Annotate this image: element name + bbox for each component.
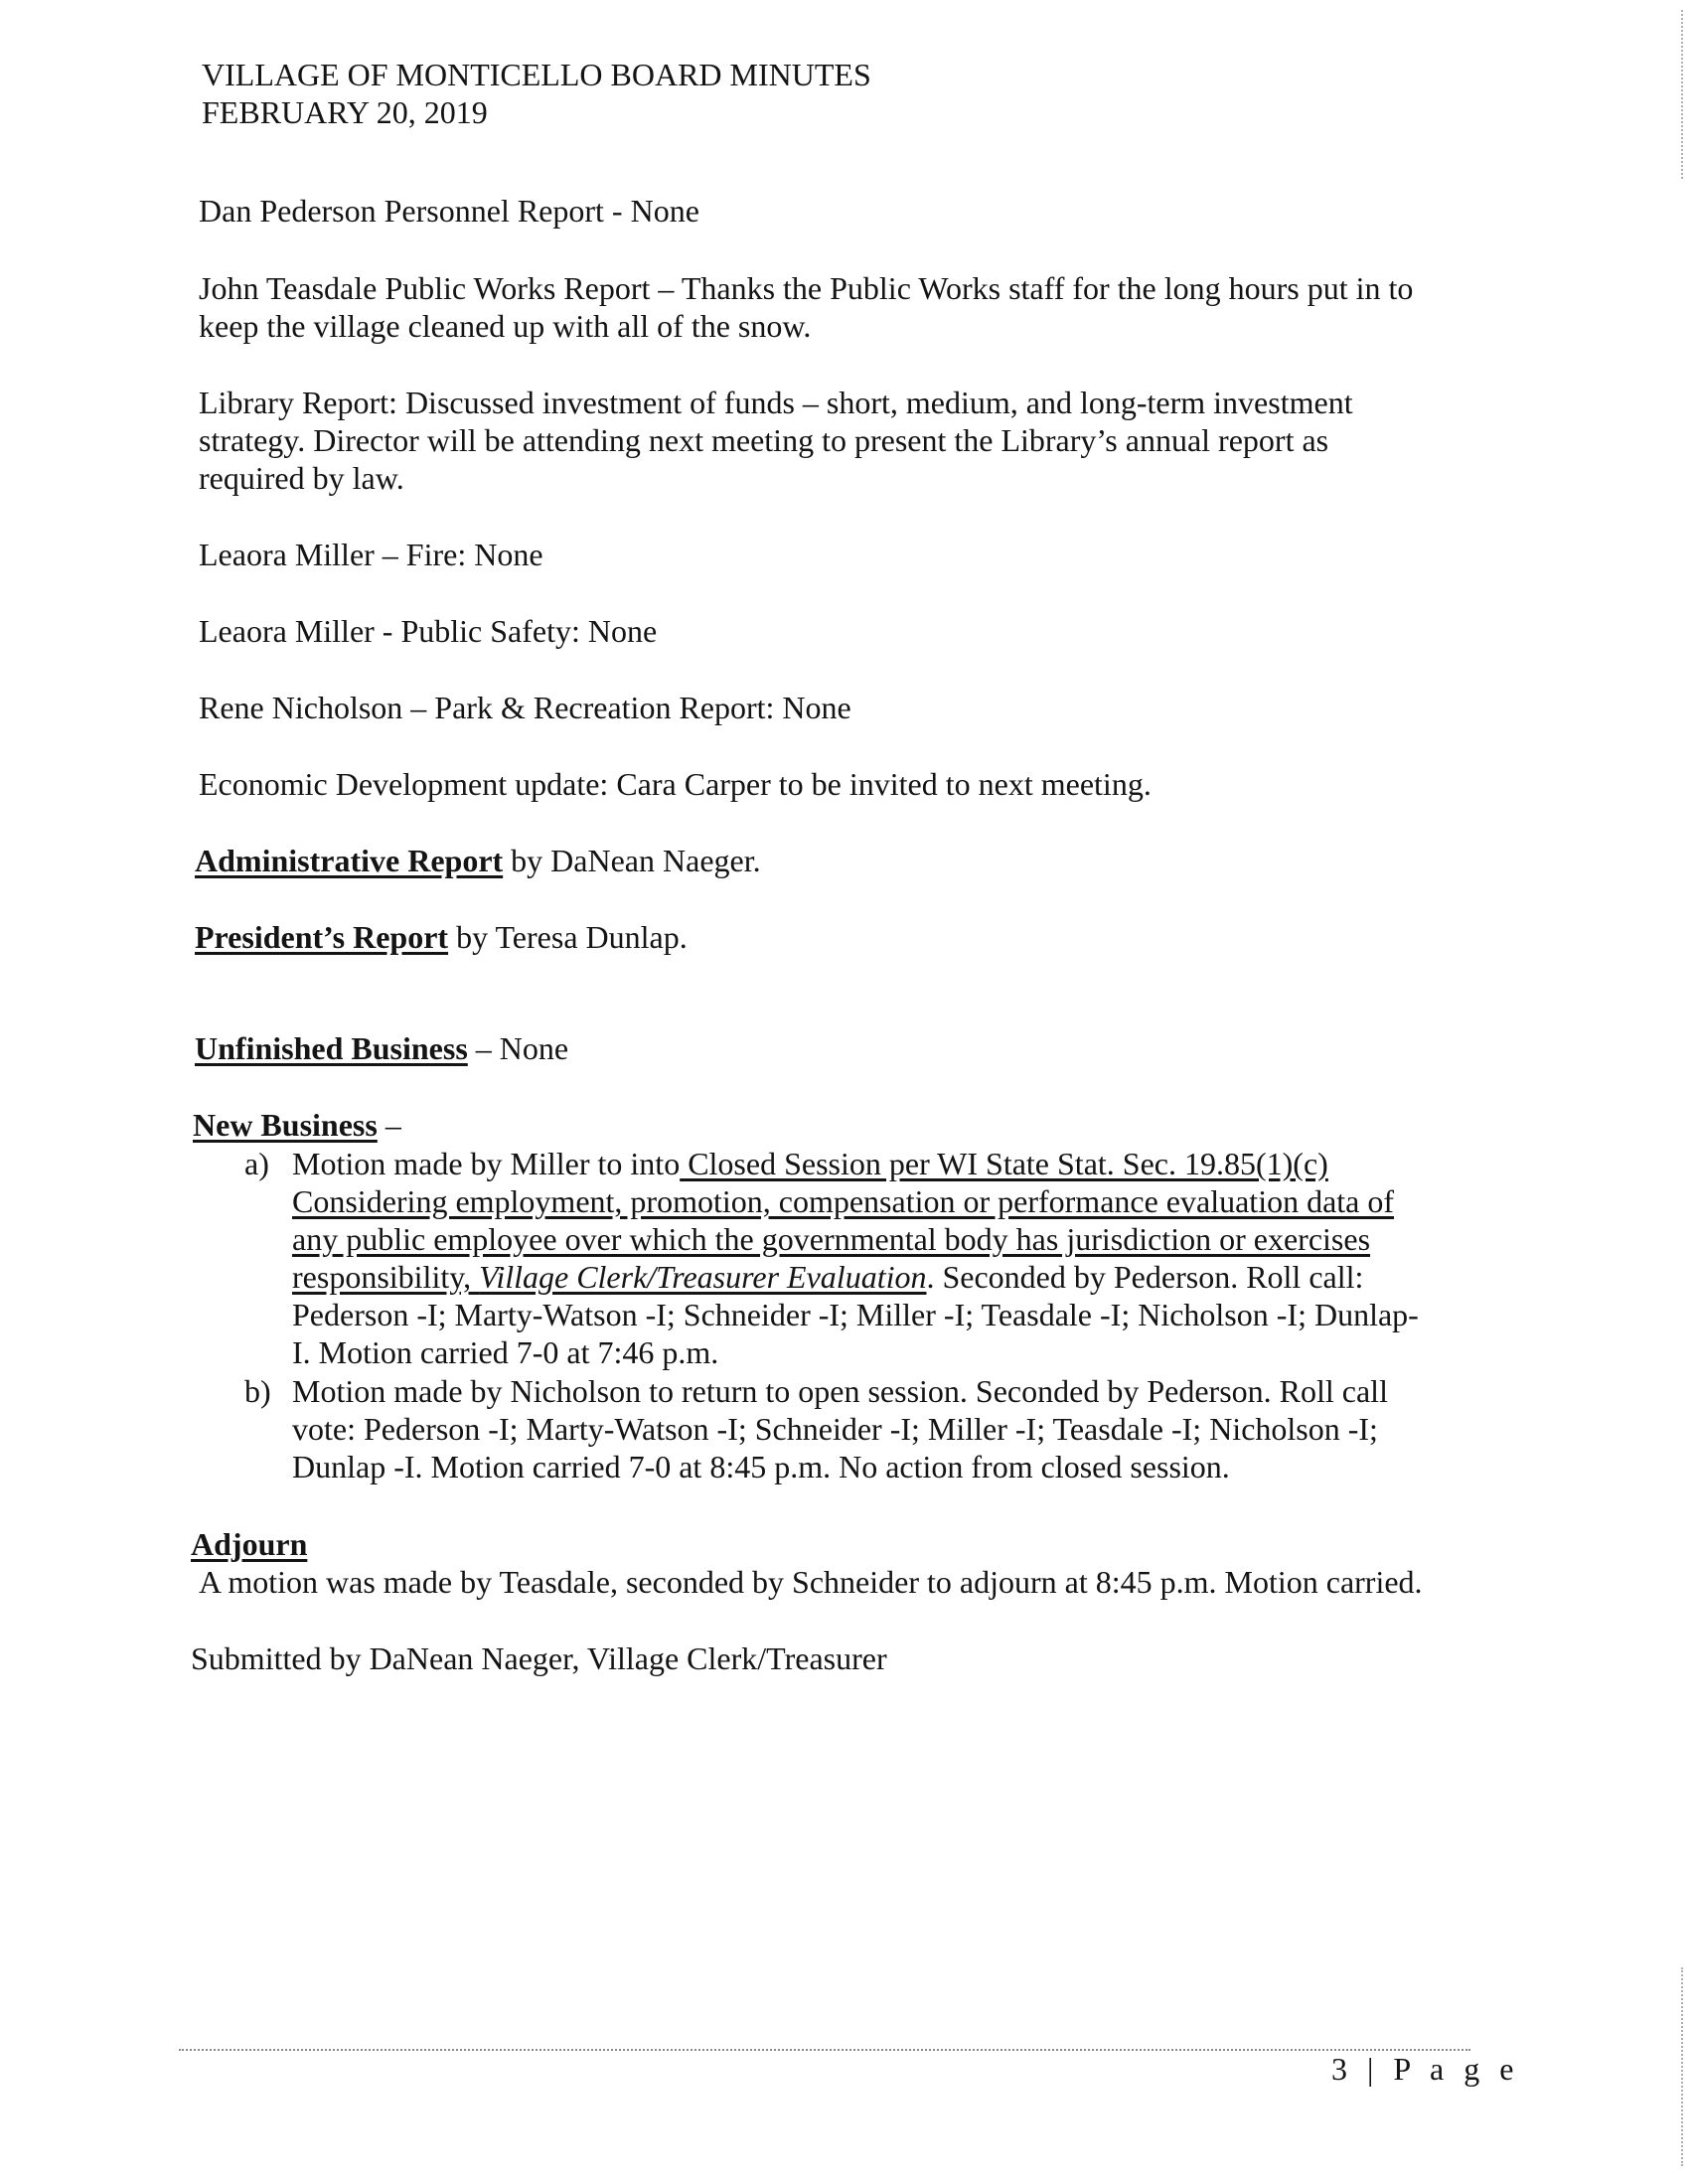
president-report-text: by Teresa Dunlap. [448,919,688,955]
library-report-line-1: Library Report: Discussed investment of funds – short, medium, and long-term investment [199,385,1353,420]
footer-rule [179,2049,1470,2051]
president-report [195,918,688,956]
new-business-heading: New Business [193,1107,378,1143]
park-recreation-report: Rene Nicholson – Park & Recreation Report: None [199,690,851,725]
new-business-item-b-line-2: vote: Pederson -I; Marty-Watson -I; Schneider -I; Miller -I; Teasdale -I; Nicholson -I; [292,1411,1378,1447]
new-business-item-b-line-1 [244,1372,1388,1410]
new-business-item-a-line-4 [292,1258,1363,1296]
library-report-line-3: required by law. [199,460,404,496]
public-safety-report: Leaora Miller - Public Safety: None [199,613,658,649]
president-report-heading: President’s Report [195,919,449,955]
new-business-item-b-line-3: Dunlap -I. Motion carried 7-0 at 8:45 p.m. No action from closed session. [292,1449,1230,1484]
public-works-report-line-1: John Teasdale Public Works Report – Thanks the Public Works staff for the long hours put in to [199,270,1414,306]
item-a-line-1-text: Motion made by Miller to into [292,1146,681,1181]
public-works-report-line-2: keep the village cleaned up with all of the snow. [199,308,812,344]
library-report-line-2: strategy. Director will be attending next meeting to present the Library’s annual report as [199,422,1329,458]
new-business-item-a-line-3: any public employee over which the governmental body has jurisdiction or exercises [292,1221,1371,1257]
page-number: 3 | P a g e [1331,2051,1520,2087]
submitted-by: Submitted by DaNean Naeger, Village Clerk/Treasurer [191,1640,887,1676]
scan-edge-bottom [1681,1967,1683,2166]
new-business [193,1106,401,1144]
document-date: FEBRUARY 20, 2019 [202,94,488,130]
new-business-item-a-line-5: Pederson -I; Marty-Watson -I; Schneider -I; Miller -I; Teasdale -I; Nicholson -I; Dunlap- [292,1297,1419,1332]
adjourn-heading: Adjourn [191,1526,308,1562]
document-title: VILLAGE OF MONTICELLO BOARD MINUTES [202,57,871,92]
new-business-item-a-line-2: Considering employment, promotion, compensation or performance evaluation data of [292,1183,1395,1219]
economic-development-update: Economic Development update: Cara Carper to be invited to next meeting. [199,766,1152,802]
unfinished-business-heading: Unfinished Business [195,1030,468,1066]
administrative-report [195,842,761,879]
new-business-item-a-line-6: I. Motion carried 7-0 at 7:46 p.m. [292,1334,719,1370]
administrative-report-text: by DaNean Naeger. [503,843,761,878]
item-a-label: a) [244,1146,269,1181]
fire-report: Leaora Miller – Fire: None [199,537,543,572]
personnel-report: Dan Pederson Personnel Report - None [199,193,699,229]
administrative-report-heading: Administrative Report [195,843,504,878]
item-a-line-4-text: . Seconded by Pederson. Roll call: [926,1259,1364,1295]
new-business-item-a-line-1 [244,1145,1328,1182]
scan-edge-top [1681,10,1683,179]
item-a-responsibility: responsibility, [292,1259,480,1295]
adjourn-text: A motion was made by Teasdale, seconded by Schneider to adjourn at 8:45 p.m. Motion carried. [199,1564,1423,1600]
item-a-closed-session-reference: Closed Session per WI State Stat. Sec. 19.85(1)(c) [680,1146,1328,1181]
new-business-dash: – [377,1107,401,1143]
item-b-line-1-text: Motion made by Nicholson to return to open session. Seconded by Pederson. Roll call [292,1373,1388,1409]
item-a-evaluation-title: Village Clerk/Treasurer Evaluation [479,1259,927,1295]
unfinished-business [195,1029,568,1067]
item-b-label: b) [244,1373,271,1409]
unfinished-business-text: – None [467,1030,569,1066]
